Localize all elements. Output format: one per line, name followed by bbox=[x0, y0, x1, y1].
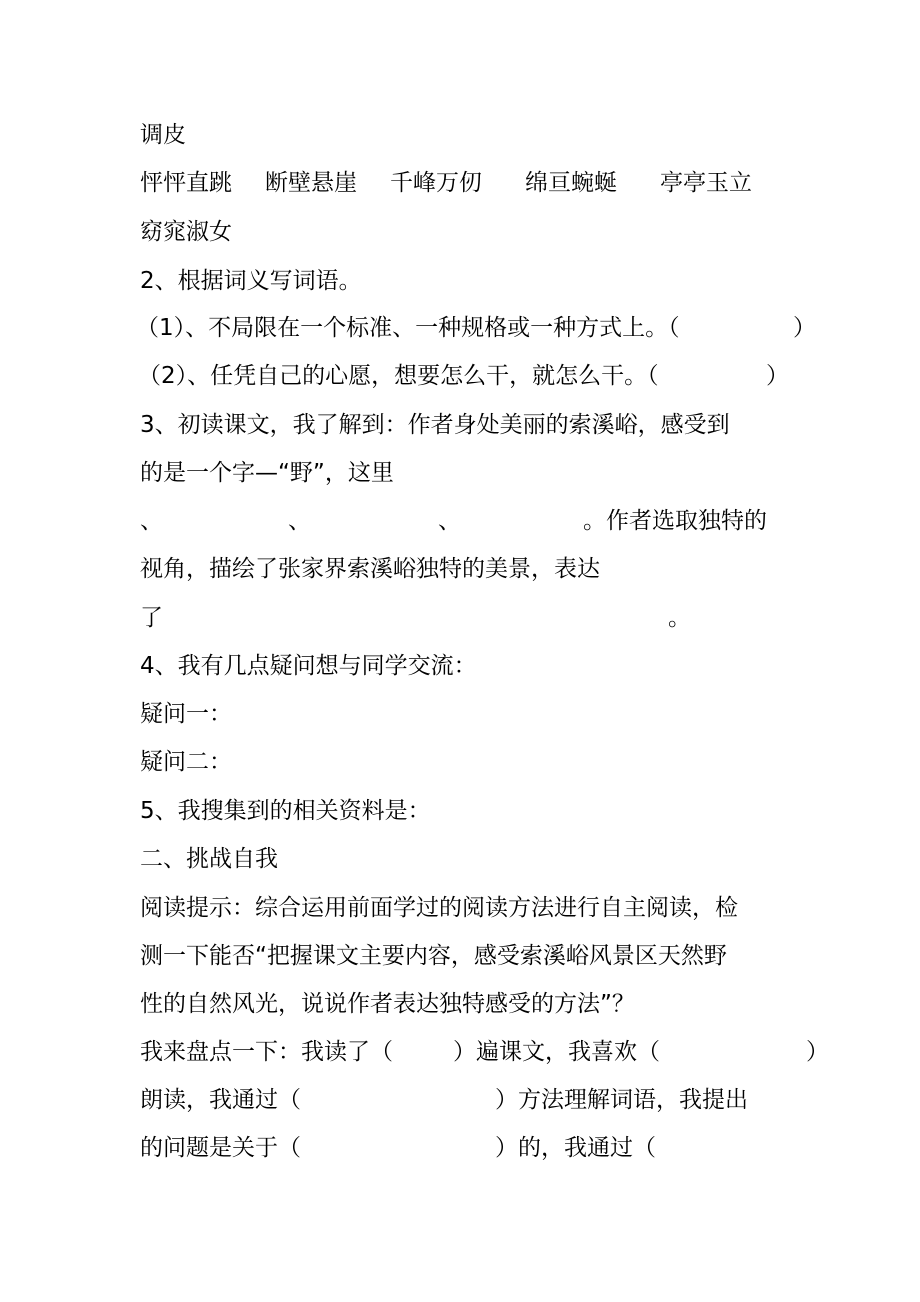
answer-blank-close: ） bbox=[793, 315, 816, 341]
question-heading: 2、根据词义写词语。 bbox=[140, 268, 362, 294]
word-item: 怦怦直跳 bbox=[140, 170, 232, 196]
answer-blank-close: ） bbox=[766, 363, 789, 389]
question-item: （2）、任凭自己的心愿，想要怎么干，就怎么干。（ bbox=[138, 363, 659, 389]
text-line: 。 bbox=[668, 605, 691, 631]
question-heading: 4、我有几点疑问想与同学交流： bbox=[140, 653, 477, 679]
text-line: 测一下能否“把握课文主要内容，感受索溪峪风景区天然野 bbox=[140, 943, 727, 969]
text-line: 了 bbox=[140, 605, 163, 631]
blank-separator: 、 bbox=[438, 508, 461, 534]
question-heading: 3、初读课文，我了解到：作者身处美丽的索溪峪，感受到 bbox=[140, 412, 730, 438]
text-line: 的是一个字—“野”，这里 bbox=[140, 460, 394, 486]
blank-separator: 、 bbox=[288, 508, 311, 534]
text-line: 疑问一： bbox=[140, 701, 232, 727]
question-heading: 5、我搜集到的相关资料是： bbox=[140, 798, 431, 824]
word-item: 窈窕淑女 bbox=[140, 219, 232, 245]
word-item: 绵亘蜿蜒 bbox=[525, 170, 617, 196]
text-line: 阅读提示：综合运用前面学过的阅读方法进行自主阅读，检 bbox=[140, 895, 738, 921]
text-line: ）的，我通过（ bbox=[495, 1135, 656, 1161]
text-line: 视角，描绘了张家界索溪峪独特的美景，表达 bbox=[140, 556, 600, 582]
text-line: ）遍课文，我喜欢（ bbox=[453, 1039, 660, 1065]
text-line: 朗读，我通过（ bbox=[140, 1087, 301, 1113]
blank-separator: 、 bbox=[140, 508, 163, 534]
question-item: （1）、不局限在一个标准、一种规格或一种方式上。（ bbox=[136, 315, 680, 341]
text-line: 的问题是关于（ bbox=[140, 1135, 301, 1161]
text-line: ）方法理解词语，我提出 bbox=[495, 1087, 748, 1113]
word-item: 千峰万仞 bbox=[390, 170, 482, 196]
text-line: ） bbox=[806, 1039, 829, 1065]
text-line: 性的自然风光，说说作者表达独特感受的方法”？ bbox=[140, 991, 635, 1017]
text-line: 疑问二： bbox=[140, 749, 232, 775]
text-line: 调皮 bbox=[140, 122, 186, 148]
section-heading: 二、挑战自我 bbox=[140, 846, 278, 872]
text-line: 。作者选取独特的 bbox=[583, 508, 767, 534]
text-line: 我来盘点一下：我读了（ bbox=[140, 1039, 393, 1065]
word-item: 亭亭玉立 bbox=[660, 170, 752, 196]
word-item: 断壁悬崖 bbox=[265, 170, 357, 196]
